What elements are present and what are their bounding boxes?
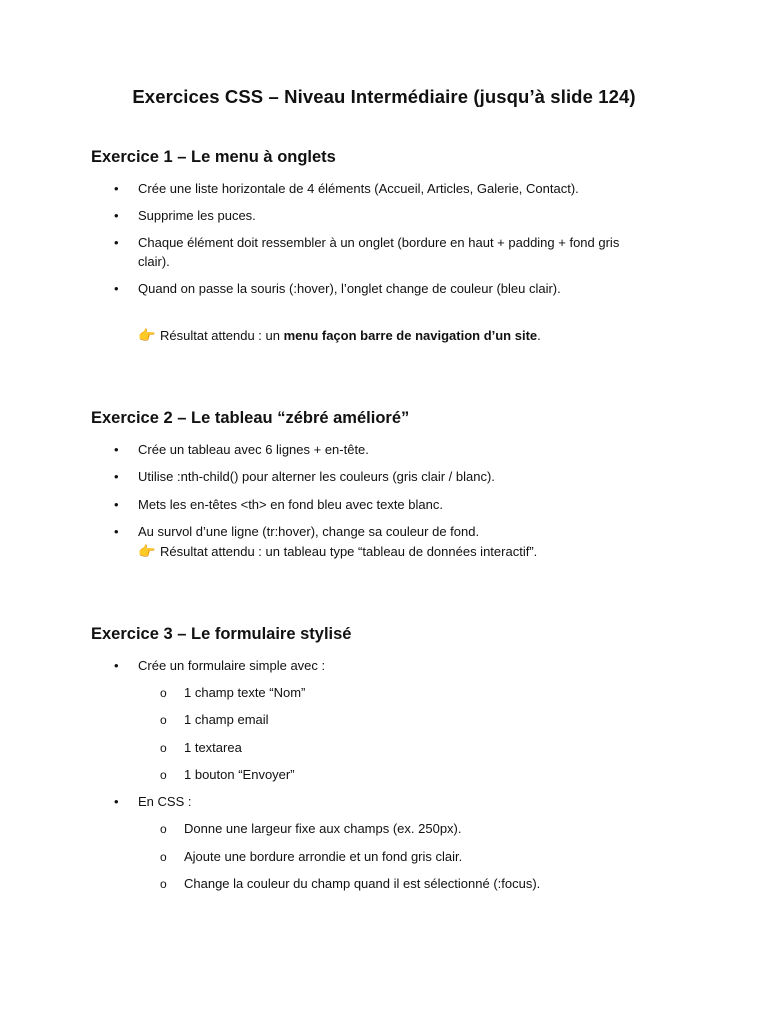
sub-bullet-icon: o <box>160 713 167 727</box>
exercise-3-item-text: Crée un formulaire simple avec : <box>138 658 326 673</box>
exercise-1-heading: Exercice 1 – Le menu à onglets <box>91 148 336 166</box>
exercise-3-sub-item-text: Donne une largeur fixe aux champs (ex. 250px). <box>184 821 462 836</box>
bullet-icon: • <box>114 181 119 196</box>
exercise-3-sub-item-text: Change la couleur du champ quand il est sélectionné (:focus). <box>184 876 541 891</box>
result-prefix: Résultat attendu : un <box>160 328 284 343</box>
sub-bullet-icon: o <box>160 741 167 755</box>
document-title: Exercices CSS – Niveau Intermédiaire (jusqu’à slide 124) <box>132 86 636 107</box>
exercise-3-item-text: En CSS : <box>138 794 192 809</box>
result-text: Résultat attendu : un tableau type “tableau de données interactif”. <box>160 544 538 559</box>
bullet-icon: • <box>114 497 119 512</box>
pointing-hand-icon: 👉 <box>138 327 156 343</box>
exercise-1-result <box>138 326 541 346</box>
exercise-1-item-text: Chaque élément doit ressembler à un onglet (bordure en haut + padding + fond gris clair). <box>138 235 620 269</box>
exercise-1-item-text: Crée une liste horizontale de 4 éléments (Accueil, Articles, Galerie, Contact). <box>138 181 579 196</box>
bullet-icon: • <box>114 208 119 223</box>
exercise-2-item-text: Crée un tableau avec 6 lignes + en-tête. <box>138 442 369 457</box>
bullet-icon: • <box>114 658 119 673</box>
exercise-3-sub-item-text: 1 textarea <box>184 740 242 755</box>
exercise-1-item-text: Quand on passe la souris (:hover), l’onglet change de couleur (bleu clair). <box>138 281 561 296</box>
exercise-1-item-text: Supprime les puces. <box>138 208 256 223</box>
bullet-icon: • <box>114 442 119 457</box>
exercise-2-result <box>138 542 537 562</box>
result-emphasis: menu façon barre de navigation d’un site <box>283 328 538 343</box>
exercise-3-sub-item-text: Ajoute une bordure arrondie et un fond gris clair. <box>184 849 463 864</box>
exercise-2-item-text: Utilise :nth-child() pour alterner les couleurs (gris clair / blanc). <box>138 469 495 484</box>
exercise-2-item-text: Au survol d’une ligne (tr:hover), change sa couleur de fond. <box>138 524 480 539</box>
bullet-icon: • <box>114 235 119 250</box>
exercise-2-heading: Exercice 2 – Le tableau “zébré amélioré” <box>91 409 410 427</box>
sub-bullet-icon: o <box>160 768 167 782</box>
pointing-hand-icon: 👉 <box>138 543 156 559</box>
bullet-icon: • <box>114 794 119 809</box>
exercise-2-item-text: Mets les en-têtes <th> en fond bleu avec texte blanc. <box>138 497 443 512</box>
bullet-icon: • <box>114 469 119 484</box>
sub-bullet-icon: o <box>160 877 167 891</box>
result-suffix: . <box>537 328 541 343</box>
bullet-icon: • <box>114 281 119 296</box>
sub-bullet-icon: o <box>160 686 167 700</box>
sub-bullet-icon: o <box>160 850 167 864</box>
sub-bullet-icon: o <box>160 822 167 836</box>
exercise-3-sub-item-text: 1 champ email <box>184 712 269 727</box>
exercise-3-sub-item-text: 1 champ texte “Nom” <box>184 685 306 700</box>
exercise-3-sub-item-text: 1 bouton “Envoyer” <box>184 767 295 782</box>
bullet-icon: • <box>114 524 119 539</box>
exercise-3-heading: Exercice 3 – Le formulaire stylisé <box>91 625 352 643</box>
